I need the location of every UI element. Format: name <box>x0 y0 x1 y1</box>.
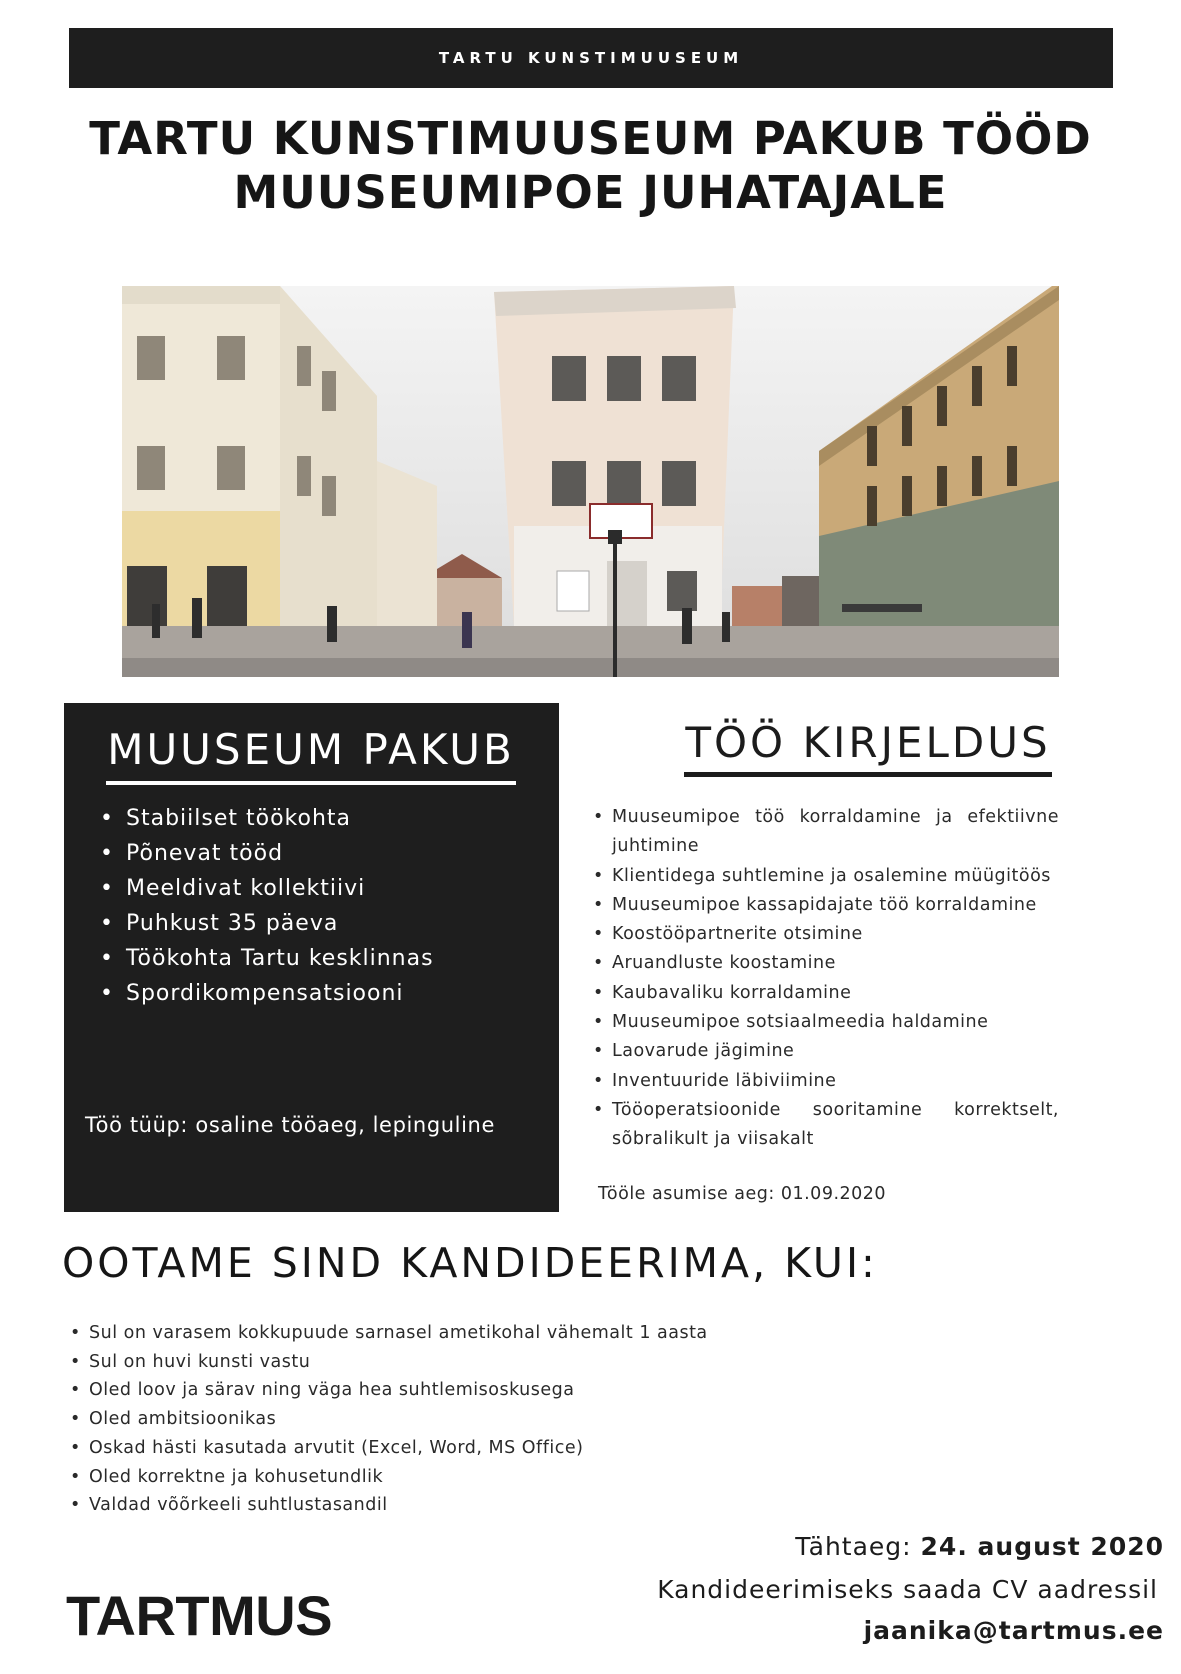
requirement-item: • Oled ambitsioonikas <box>70 1405 708 1434</box>
museum-offers-list <box>100 801 434 1011</box>
museum-photo <box>122 286 1059 677</box>
duty-item: • Kaubavaliku korraldamine <box>593 979 1059 1008</box>
requirement-item: • Oled korrektne ja kohusetundlik <box>70 1463 708 1492</box>
duty-item: • Muuseumipoe sotsiaalmeedia haldamine <box>593 1008 1059 1037</box>
header-bar <box>69 28 1113 88</box>
duty-item: • Koostööpartnerite otsimine <box>593 920 1059 949</box>
duty-item: • Aruandluste koostamine <box>593 949 1059 978</box>
apply-heading: OOTAME SIND KANDIDEERIMA, KUI: <box>62 1239 878 1287</box>
deadline-value: 24. august 2020 <box>920 1532 1164 1561</box>
job-description-list <box>593 803 1059 1155</box>
museum-offers-underline <box>106 781 516 785</box>
duty-item: • Laovarude jägimine <box>593 1037 1059 1066</box>
requirement-item: • Oled loov ja särav ning väga hea suhtlemisoskusega <box>70 1376 708 1405</box>
contact-email[interactable]: jaanika@tartmus.ee <box>863 1616 1164 1645</box>
offer-item: • Põnevat tööd <box>100 836 434 871</box>
requirement-item: • Sul on huvi kunsti vastu <box>70 1348 708 1377</box>
page-title <box>60 112 1121 220</box>
job-description-underline <box>684 772 1052 777</box>
offer-item: • Stabiilset töökohta <box>100 801 434 836</box>
page-title-line2: MUUSEUMIPOE JUHATAJALE <box>233 166 948 219</box>
duty-item: • Inventuuride läbiviimine <box>593 1067 1059 1096</box>
offer-item: • Meeldivat kollektiivi <box>100 871 434 906</box>
duty-item: • Muuseumipoe kassapidajate töö korraldamine <box>593 891 1059 920</box>
cv-instructions: Kandideerimiseks saada CV aadressil <box>657 1575 1158 1604</box>
requirements-list <box>70 1319 708 1520</box>
header-bar-text: TARTU KUNSTIMUUSEUM <box>438 49 744 67</box>
duty-item: • Klientidega suhtlemine ja osalemine müügitöös <box>593 862 1059 891</box>
start-date: Tööle asumise aeg: 01.09.2020 <box>598 1184 887 1204</box>
museum-offers-panel <box>64 703 559 1212</box>
requirement-item: • Sul on varasem kokkupuude sarnasel ametikohal vähemalt 1 aasta <box>70 1319 708 1348</box>
deadline <box>795 1532 1164 1561</box>
offer-item: • Spordikompensatsiooni <box>100 976 434 1011</box>
requirement-item: • Valdad võõrkeeli suhtlustasandil <box>70 1491 708 1520</box>
job-type: Töö tüüp: osaline tööaeg, lepinguline <box>85 1113 495 1137</box>
page-title-line1: TARTU KUNSTIMUUSEUM PAKUB TÖÖD <box>89 112 1092 165</box>
offer-item: • Puhkust 35 päeva <box>100 906 434 941</box>
duty-item: • Muuseumipoe töö korraldamine ja efektiivne juhtimine <box>593 803 1059 862</box>
job-description-heading: TÖÖ KIRJELDUS <box>685 718 1051 767</box>
offer-item: • Töökohta Tartu kesklinnas <box>100 941 434 976</box>
requirement-item: • Oskad hästi kasutada arvutit (Excel, Word, MS Office) <box>70 1434 708 1463</box>
tartmus-logo: TARTMUS <box>66 1584 333 1647</box>
duty-item: • Tööoperatsioonide sooritamine korrektselt, sõbralikult ja viisakalt <box>593 1096 1059 1155</box>
deadline-label: Tähtaeg: <box>795 1532 921 1561</box>
museum-offers-heading: MUUSEUM PAKUB <box>107 725 515 774</box>
